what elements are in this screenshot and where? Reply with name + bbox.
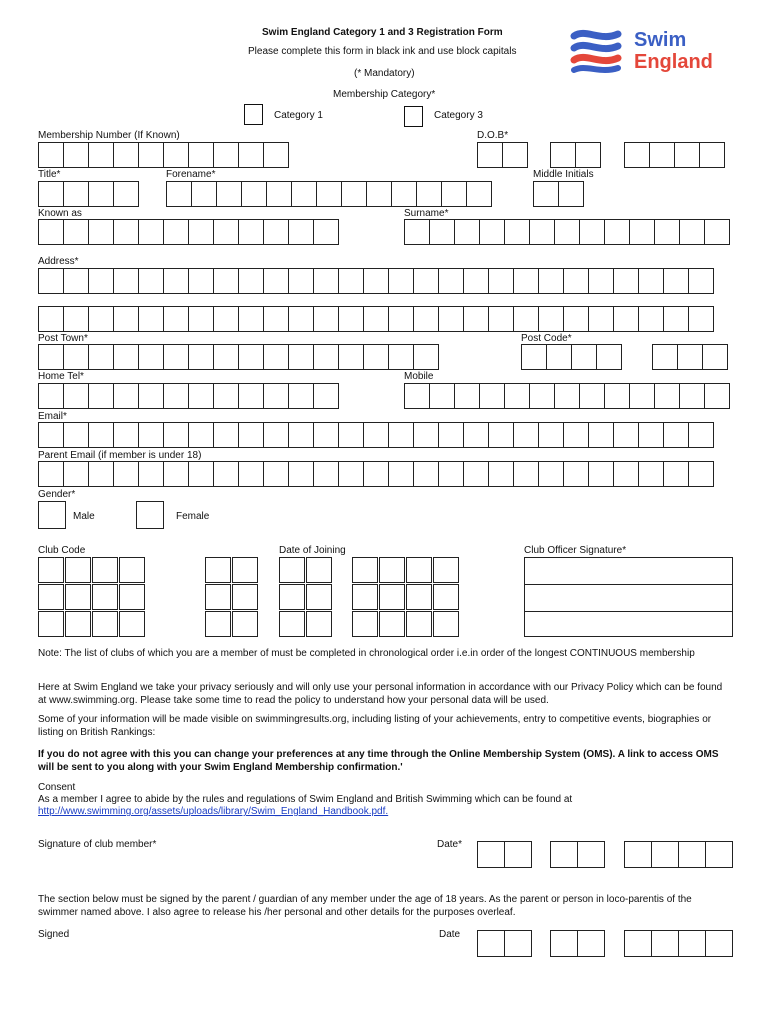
parent-email-label: Parent Email (if member is under 18) xyxy=(38,450,202,461)
club-officer-signature-box[interactable] xyxy=(524,557,733,637)
title-boxes[interactable] xyxy=(38,181,138,207)
member-date-day-boxes[interactable] xyxy=(477,841,531,868)
swim-england-logo-mark xyxy=(570,26,626,76)
membership-number-boxes[interactable] xyxy=(38,142,288,168)
middle-initials-boxes[interactable] xyxy=(533,181,583,207)
female-label: Female xyxy=(176,511,210,522)
address-line1-boxes[interactable] xyxy=(38,268,713,294)
member-date-year-boxes[interactable] xyxy=(624,841,732,868)
privacy-paragraph-1: Here at Swim England we take your privacy seriously and will only use your personal information in accordance with our Privacy Policy which can be found at www.swimming.org. Please take some time to read the policy to understand how your personal data will be used. xyxy=(38,682,723,706)
email-label: Email* xyxy=(38,411,67,422)
category3-checkbox[interactable] xyxy=(404,106,423,127)
parent-email-boxes[interactable] xyxy=(38,461,713,487)
mandatory-note: (* Mandatory) xyxy=(354,68,415,79)
consent-body: As a member I agree to abide by the rules and regulations of Swim England and British Swimming which can be found at xyxy=(38,794,573,805)
form-title: Swim England Category 1 and 3 Registration Form xyxy=(262,27,503,38)
address-label: Address* xyxy=(38,256,79,267)
male-label: Male xyxy=(73,511,95,522)
female-checkbox[interactable] xyxy=(136,501,164,529)
parent-date-year-boxes[interactable] xyxy=(624,930,732,957)
forename-boxes[interactable] xyxy=(166,181,491,207)
club-officer-signature-label: Club Officer Signature* xyxy=(524,545,627,556)
logo-swim-text: Swim xyxy=(634,29,687,51)
dob-label: D.O.B* xyxy=(477,130,509,141)
parent-section-text: The section below must be signed by the parent / guardian of any member under the age of 18 years. As the parent or person in loco-parentis of the swimmer named above. I also agree to release his /her personal and other details for the purposes overleaf. xyxy=(38,894,692,918)
membership-number-label: Membership Number (If Known) xyxy=(38,130,180,141)
post-code-first-boxes[interactable] xyxy=(521,344,621,370)
member-date-month-boxes[interactable] xyxy=(550,841,604,868)
post-town-label: Post Town* xyxy=(38,333,88,344)
parent-date-month-boxes[interactable] xyxy=(550,930,604,957)
title-label: Title* xyxy=(38,169,61,180)
parent-date-day-boxes[interactable] xyxy=(477,930,531,957)
male-checkbox[interactable] xyxy=(38,501,66,529)
joining-day-grid[interactable] xyxy=(205,557,259,638)
joining-year-grid[interactable] xyxy=(352,557,460,638)
dob-year-boxes[interactable] xyxy=(624,142,724,168)
known-as-boxes[interactable] xyxy=(38,219,338,245)
privacy-paragraph-2: Some of your information will be made visible on swimmingresults.org, including listing of your achievements, entry to competitive events, biographies or listing on British Rankings: xyxy=(38,714,712,738)
signed-label: Signed xyxy=(38,929,70,940)
mobile-boxes[interactable] xyxy=(404,383,729,409)
privacy-paragraph-3: If you do not agree with this you can change your preferences at any time through the Online Membership System (OMS). A link to access OMS will be sent to you along with your Swim England Membership confirmation.' xyxy=(38,749,719,773)
membership-category-label: Membership Category* xyxy=(333,89,436,100)
member-signature-label: Signature of club member* xyxy=(38,839,157,850)
surname-label: Surname* xyxy=(404,208,449,219)
middle-initials-label: Middle Initials xyxy=(533,169,594,180)
email-boxes[interactable] xyxy=(38,422,713,448)
post-code-label: Post Code* xyxy=(521,333,572,344)
home-tel-boxes[interactable] xyxy=(38,383,338,409)
logo-england-text: England xyxy=(634,51,713,73)
mobile-label: Mobile xyxy=(404,371,434,382)
category3-label: Category 3 xyxy=(434,110,483,121)
dob-month-boxes[interactable] xyxy=(550,142,600,168)
home-tel-label: Home Tel* xyxy=(38,371,84,382)
known-as-label: Known as xyxy=(38,208,82,219)
surname-boxes[interactable] xyxy=(404,219,729,245)
address-line2-boxes[interactable] xyxy=(38,306,713,332)
gender-label: Gender* xyxy=(38,489,76,500)
form-instruction: Please complete this form in black ink and use block capitals xyxy=(248,46,517,57)
dob-day-boxes[interactable] xyxy=(477,142,527,168)
category1-checkbox[interactable] xyxy=(244,104,263,125)
consent-title: Consent xyxy=(38,782,76,793)
forename-label: Forename* xyxy=(166,169,216,180)
post-code-second-boxes[interactable] xyxy=(652,344,727,370)
handbook-link[interactable]: http://www.swimming.org/assets/uploads/library/Swim_England_Handbook.pdf. xyxy=(38,806,389,817)
date-of-joining-label: Date of Joining xyxy=(279,545,346,556)
club-code-grid[interactable] xyxy=(38,557,146,638)
consent-link-line xyxy=(38,806,728,819)
post-town-boxes[interactable] xyxy=(38,344,438,370)
swim-england-logo xyxy=(570,26,713,79)
category1-label: Category 1 xyxy=(274,110,323,121)
club-code-label: Club Code xyxy=(38,545,86,556)
joining-month-grid[interactable] xyxy=(279,557,333,638)
parent-date-label: Date xyxy=(439,929,461,940)
member-date-label: Date* xyxy=(437,839,463,850)
chronological-note: Note: The list of clubs of which you are a member of must be completed in chronological order i.e.in order of the longest CONTINUOUS membership xyxy=(38,648,695,659)
